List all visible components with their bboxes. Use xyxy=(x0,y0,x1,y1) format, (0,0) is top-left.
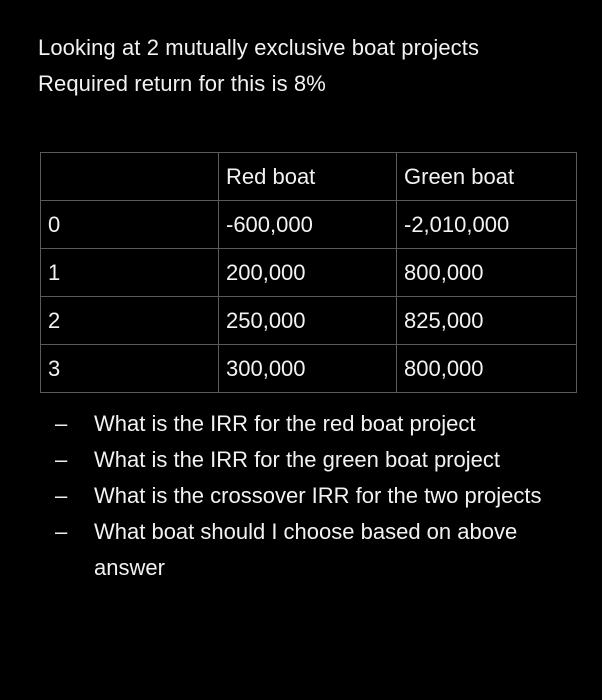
red-boat-cell: 200,000 xyxy=(219,249,397,297)
red-boat-cell: 250,000 xyxy=(219,297,397,345)
cash-flow-table xyxy=(40,152,577,393)
table-header-row xyxy=(41,153,577,201)
list-item xyxy=(55,406,575,442)
list-item xyxy=(55,478,575,514)
question-text: What is the IRR for the green boat project xyxy=(94,447,500,472)
year-cell: 3 xyxy=(41,345,219,393)
red-boat-cell: 300,000 xyxy=(219,345,397,393)
dash-bullet: – xyxy=(55,483,68,508)
table-row xyxy=(41,201,577,249)
list-item xyxy=(55,514,575,586)
green-boat-cell: 800,000 xyxy=(397,345,577,393)
header-cell-green-boat: Green boat xyxy=(397,153,577,201)
red-boat-cell: -600,000 xyxy=(219,201,397,249)
green-boat-cell: 825,000 xyxy=(397,297,577,345)
green-boat-cell: 800,000 xyxy=(397,249,577,297)
intro-line-required-return: Required return for this is 8% xyxy=(38,71,326,96)
dash-bullet: – xyxy=(55,411,68,436)
year-cell: 0 xyxy=(41,201,219,249)
header-cell-red-boat: Red boat xyxy=(219,153,397,201)
green-boat-cell: -2,010,000 xyxy=(397,201,577,249)
question-text: What boat should I choose based on above answer xyxy=(94,519,518,580)
intro-text xyxy=(38,30,578,102)
dash-bullet: – xyxy=(55,519,68,544)
table-row xyxy=(41,297,577,345)
table-row xyxy=(41,249,577,297)
year-cell: 1 xyxy=(41,249,219,297)
question-list xyxy=(55,406,575,586)
dash-bullet: – xyxy=(55,447,68,472)
intro-line-projects: Looking at 2 mutually exclusive boat projects xyxy=(38,35,480,60)
question-text: What is the crossover IRR for the two projects xyxy=(94,483,542,508)
header-cell-year xyxy=(41,153,219,201)
list-item xyxy=(55,442,575,478)
year-cell: 2 xyxy=(41,297,219,345)
question-text: What is the IRR for the red boat project xyxy=(94,411,476,436)
table-row xyxy=(41,345,577,393)
